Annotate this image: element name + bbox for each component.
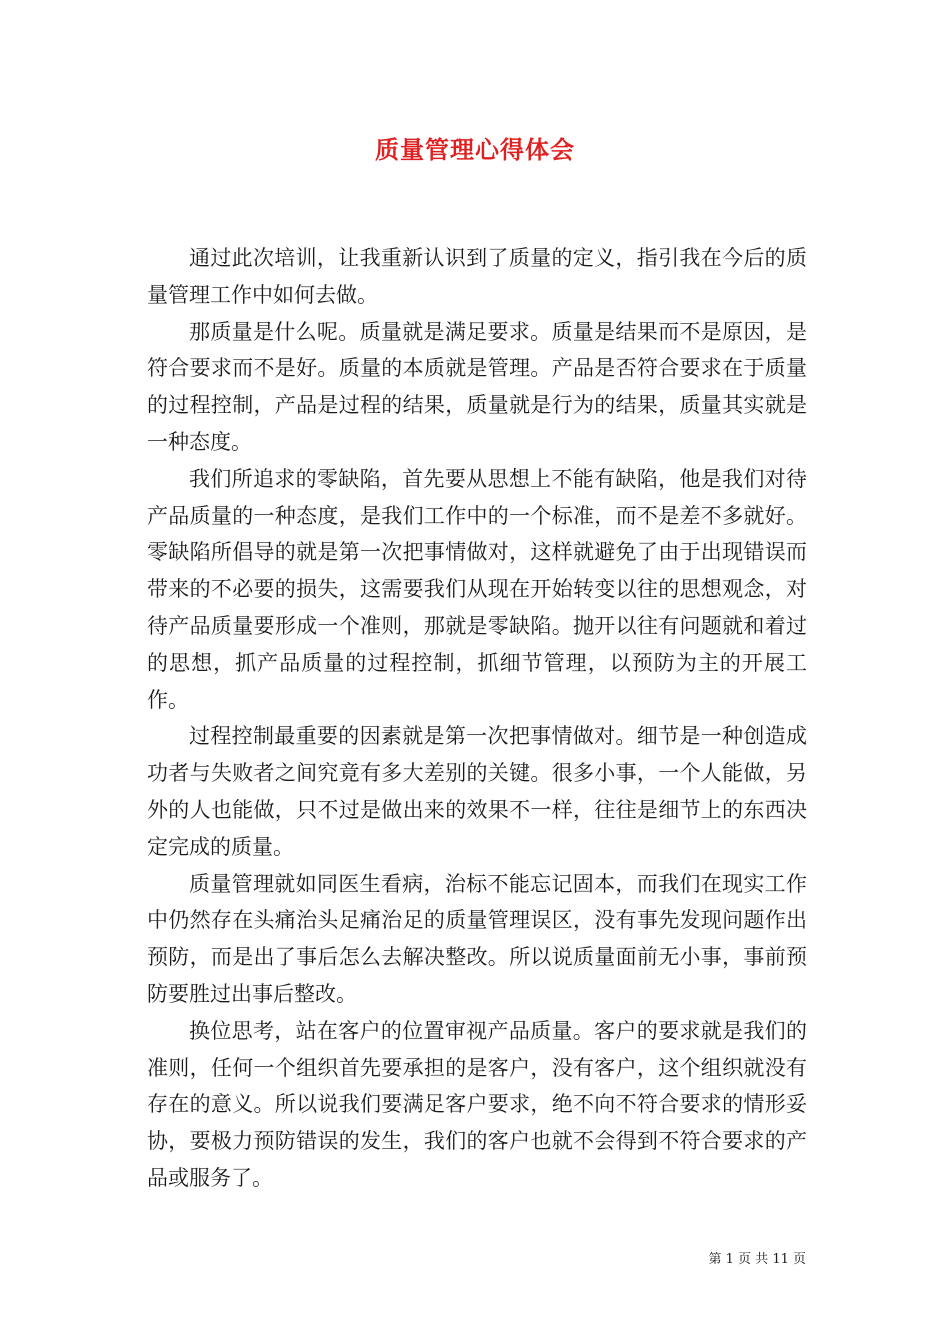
paragraph-4: 过程控制最重要的因素就是第一次把事情做对。细节是一种创造成功者与失败者之间究竟有多大差别的关键。很多小事，一个人能做，另外的人也能做，只不过是做出来的效果不一样，往往是细节上的东西决定完成的质量。 — [147, 724, 807, 859]
document-title: 质量管理心得体会 — [375, 135, 575, 164]
paragraph-6: 换位思考，站在客户的位置审视产品质量。客户的要求就是我们的准则，任何一个组织首先要承担的是客户，没有客户，这个组织就没有存在的意义。所以说我们要满足客户要求，绝不向不符合要求的情形妥协，要极力预防错误的发生，我们的客户也就不会得到不符合要求的产品或服务了。 — [147, 1018, 807, 1190]
paragraph-3: 我们所追求的零缺陷，首先要从思想上不能有缺陷，他是我们对待产品质量的一种态度，是我们工作中的一个标准，而不是差不多就好。零缺陷所倡导的就是第一次把事情做对，这样就避免了由于出现错误而带来的不必要的损失，这需要我们从现在开始转变以往的思想观念，对待产品质量要形成一个准则，那就是零缺陷。抛开以往有问题就和着过的思想，抓产品质量的过程控制，抓细节管理，以预防为主的开展工作。 — [147, 466, 807, 712]
paragraph-5: 质量管理就如同医生看病，治标不能忘记固本，而我们在现实工作中仍然存在头痛治头足痛治足的质量管理误区，没有事先发现问题作出预防，而是出了事后怎么去解决整改。所以说质量面前无小事，事前预防要胜过出事后整改。 — [147, 871, 807, 1006]
document-body — [147, 240, 807, 1197]
paragraph-2: 那质量是什么呢。质量就是满足要求。质量是结果而不是原因，是符合要求而不是好。质量的本质就是管理。产品是否符合要求在于质量的过程控制，产品是过程的结果，质量就是行为的结果，质量其实就是一种态度。 — [147, 319, 807, 454]
page-number-footer: 第 1 页 共 11 页 — [708, 1252, 806, 1267]
paragraph-1: 通过此次培训，让我重新认识到了质量的定义，指引我在今后的质量管理工作中如何去做。 — [147, 246, 807, 307]
